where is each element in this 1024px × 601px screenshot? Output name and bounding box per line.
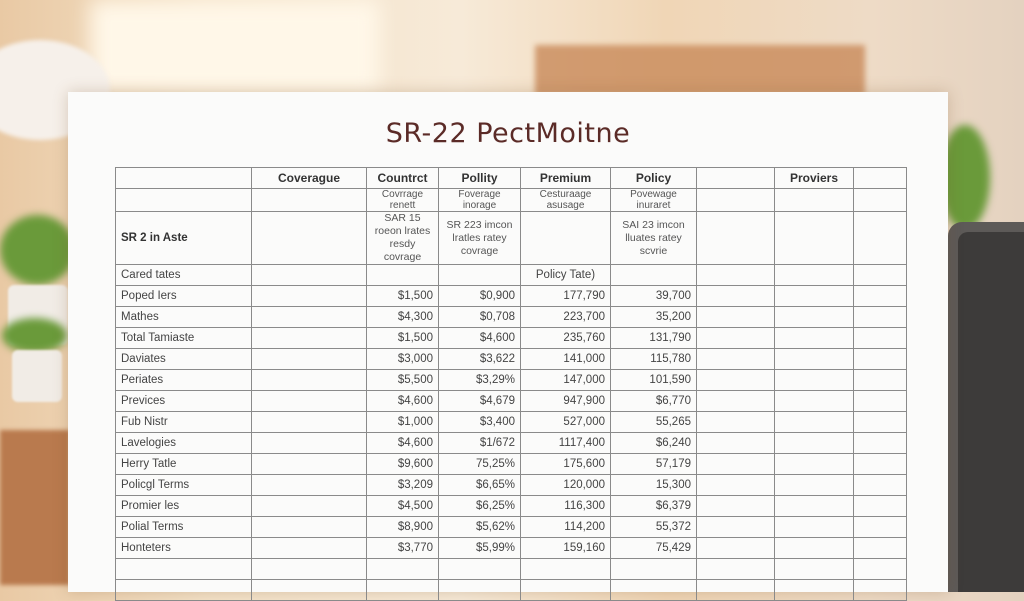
cell	[367, 559, 439, 580]
cell	[775, 580, 854, 601]
cell	[854, 580, 907, 601]
value-cell: $3,000	[367, 349, 439, 370]
cell	[252, 265, 367, 286]
cell	[252, 212, 367, 265]
cell	[697, 370, 775, 391]
cell	[439, 580, 521, 601]
cell	[775, 517, 854, 538]
column-subheader	[252, 189, 367, 212]
value-cell: 147,000	[521, 370, 611, 391]
column-header: Pollity	[439, 168, 521, 189]
table-row	[116, 496, 907, 517]
cared-row	[116, 265, 907, 286]
value-cell: $4,500	[367, 496, 439, 517]
row-label: Fub Nistr	[116, 412, 252, 433]
value-cell: $4,300	[367, 307, 439, 328]
table-row	[116, 307, 907, 328]
column-header: Premium	[521, 168, 611, 189]
cell	[697, 328, 775, 349]
table-row	[116, 454, 907, 475]
value-cell: $6,379	[611, 496, 697, 517]
table-row	[116, 349, 907, 370]
cell	[854, 475, 907, 496]
value-cell: 175,600	[521, 454, 611, 475]
table-row	[116, 517, 907, 538]
row-label: Poped Iers	[116, 286, 252, 307]
value-cell: 120,000	[521, 475, 611, 496]
cell	[252, 433, 367, 454]
value-cell: $5,62%	[439, 517, 521, 538]
value-cell: $3,622	[439, 349, 521, 370]
cell	[854, 454, 907, 475]
value-cell: 947,900	[521, 391, 611, 412]
value-cell: 75,429	[611, 538, 697, 559]
cell	[697, 580, 775, 601]
cell	[854, 370, 907, 391]
policy-note: Policy Tate)	[521, 265, 611, 286]
value-cell: $3,400	[439, 412, 521, 433]
cell	[854, 538, 907, 559]
value-cell: $1,000	[367, 412, 439, 433]
cell	[775, 433, 854, 454]
cell	[775, 265, 854, 286]
cell	[775, 391, 854, 412]
value-cell: $6,240	[611, 433, 697, 454]
row-label: Previces	[116, 391, 252, 412]
column-subheader: Povewage inuraret	[611, 189, 697, 212]
cell	[252, 349, 367, 370]
value-cell: 1117,400	[521, 433, 611, 454]
cell	[697, 433, 775, 454]
cell	[697, 286, 775, 307]
cell	[697, 391, 775, 412]
cell	[697, 307, 775, 328]
cell	[521, 580, 611, 601]
header-row	[116, 168, 907, 189]
table-row	[116, 391, 907, 412]
cell	[697, 559, 775, 580]
cell	[521, 559, 611, 580]
cell	[367, 265, 439, 286]
cell	[252, 538, 367, 559]
value-cell: 75,25%	[439, 454, 521, 475]
value-cell: $3,29%	[439, 370, 521, 391]
cell	[775, 559, 854, 580]
value-cell: 131,790	[611, 328, 697, 349]
cell	[439, 559, 521, 580]
cell	[252, 559, 367, 580]
cell: SAR 15 roeon lrates resdy covrage	[367, 212, 439, 265]
value-cell: $9,600	[367, 454, 439, 475]
cell	[252, 454, 367, 475]
column-header: Policy	[611, 168, 697, 189]
value-cell: 116,300	[521, 496, 611, 517]
value-cell: 141,000	[521, 349, 611, 370]
cell	[252, 412, 367, 433]
cell	[697, 517, 775, 538]
value-cell: 115,780	[611, 349, 697, 370]
cell	[775, 370, 854, 391]
column-header	[116, 168, 252, 189]
background-desk	[0, 430, 70, 585]
cell	[854, 433, 907, 454]
cell	[697, 349, 775, 370]
value-cell: $1,500	[367, 286, 439, 307]
cell	[775, 496, 854, 517]
column-header	[854, 168, 907, 189]
cell	[116, 580, 252, 601]
background-plant	[0, 215, 75, 285]
row-label: Lavelogies	[116, 433, 252, 454]
table-row	[116, 286, 907, 307]
value-cell: $0,708	[439, 307, 521, 328]
value-cell: 57,179	[611, 454, 697, 475]
column-header: Coverague	[252, 168, 367, 189]
cell	[521, 212, 611, 265]
value-cell: $0,900	[439, 286, 521, 307]
table-row	[116, 538, 907, 559]
value-cell: 114,200	[521, 517, 611, 538]
value-cell: 39,700	[611, 286, 697, 307]
cell	[775, 412, 854, 433]
cell	[775, 212, 854, 265]
empty-row	[116, 559, 907, 580]
cell	[854, 286, 907, 307]
cell	[252, 307, 367, 328]
cell	[854, 517, 907, 538]
cell	[252, 580, 367, 601]
cell	[697, 412, 775, 433]
row-label: Daviates	[116, 349, 252, 370]
cell	[611, 265, 697, 286]
value-cell: $1/672	[439, 433, 521, 454]
value-cell: 55,265	[611, 412, 697, 433]
background-pot	[12, 350, 62, 402]
value-cell: 527,000	[521, 412, 611, 433]
value-cell: 101,590	[611, 370, 697, 391]
sr-row-label: SR 2 in Aste	[116, 212, 252, 265]
sr-row	[116, 212, 907, 265]
value-cell: $3,770	[367, 538, 439, 559]
column-subheader: Foverage inorage	[439, 189, 521, 212]
cell	[697, 212, 775, 265]
value-cell: $6,25%	[439, 496, 521, 517]
cell	[252, 475, 367, 496]
value-cell: 35,200	[611, 307, 697, 328]
cell	[775, 328, 854, 349]
column-header: Proviers	[775, 168, 854, 189]
cell	[854, 559, 907, 580]
value-cell: 159,160	[521, 538, 611, 559]
row-label: Herry Tatle	[116, 454, 252, 475]
insurance-table	[115, 167, 907, 601]
column-subheader	[697, 189, 775, 212]
cell	[854, 212, 907, 265]
column-header: Countrct	[367, 168, 439, 189]
value-cell: $6,65%	[439, 475, 521, 496]
cell	[854, 265, 907, 286]
cell	[775, 286, 854, 307]
value-cell: $5,500	[367, 370, 439, 391]
value-cell: $4,679	[439, 391, 521, 412]
value-cell: $3,209	[367, 475, 439, 496]
cell	[775, 538, 854, 559]
cell	[697, 496, 775, 517]
empty-row	[116, 580, 907, 601]
cell	[116, 559, 252, 580]
value-cell: $5,99%	[439, 538, 521, 559]
table-row	[116, 433, 907, 454]
table-row	[116, 412, 907, 433]
subheader-row	[116, 189, 907, 212]
cell	[252, 496, 367, 517]
background-laptop-screen	[958, 232, 1024, 592]
cell	[775, 454, 854, 475]
cell	[252, 286, 367, 307]
row-label: Honteters	[116, 538, 252, 559]
cell	[252, 370, 367, 391]
cell: SR 223 imcon lratles ratey covrage	[439, 212, 521, 265]
cell	[854, 307, 907, 328]
column-subheader: Covrrage renett	[367, 189, 439, 212]
column-subheader: Cesturaage asusage	[521, 189, 611, 212]
value-cell: $8,900	[367, 517, 439, 538]
cell	[439, 265, 521, 286]
value-cell: 55,372	[611, 517, 697, 538]
table-row	[116, 475, 907, 496]
row-label: Mathes	[116, 307, 252, 328]
cell	[697, 454, 775, 475]
cell	[854, 496, 907, 517]
cell	[252, 391, 367, 412]
cell	[775, 307, 854, 328]
column-subheader	[854, 189, 907, 212]
cell	[854, 349, 907, 370]
background-plant	[2, 318, 67, 353]
background-window	[90, 0, 380, 95]
row-label: Policgl Terms	[116, 475, 252, 496]
value-cell: $4,600	[439, 328, 521, 349]
cell	[854, 328, 907, 349]
cell	[854, 412, 907, 433]
value-cell: $6,770	[611, 391, 697, 412]
value-cell: $4,600	[367, 391, 439, 412]
row-label: Polial Terms	[116, 517, 252, 538]
cell	[611, 559, 697, 580]
cell	[854, 391, 907, 412]
cell	[775, 475, 854, 496]
document-title: SR-22 PectMoitne	[385, 118, 631, 149]
cared-row-label: Cared tates	[116, 265, 252, 286]
value-cell: $4,600	[367, 433, 439, 454]
value-cell: 235,760	[521, 328, 611, 349]
value-cell: 15,300	[611, 475, 697, 496]
value-cell: $1,500	[367, 328, 439, 349]
cell	[697, 538, 775, 559]
column-subheader	[775, 189, 854, 212]
table-row	[116, 328, 907, 349]
cell	[252, 328, 367, 349]
table-row	[116, 370, 907, 391]
row-label: Promier les	[116, 496, 252, 517]
value-cell: 177,790	[521, 286, 611, 307]
cell	[697, 475, 775, 496]
background-shelf	[535, 45, 865, 95]
cell	[367, 580, 439, 601]
cell	[252, 517, 367, 538]
cell	[775, 349, 854, 370]
column-header	[697, 168, 775, 189]
cell: SAI 23 imcon lluates ratey scvrie	[611, 212, 697, 265]
value-cell: 223,700	[521, 307, 611, 328]
row-label: Total Tamiaste	[116, 328, 252, 349]
cell	[611, 580, 697, 601]
cell	[697, 265, 775, 286]
column-subheader	[116, 189, 252, 212]
row-label: Periates	[116, 370, 252, 391]
